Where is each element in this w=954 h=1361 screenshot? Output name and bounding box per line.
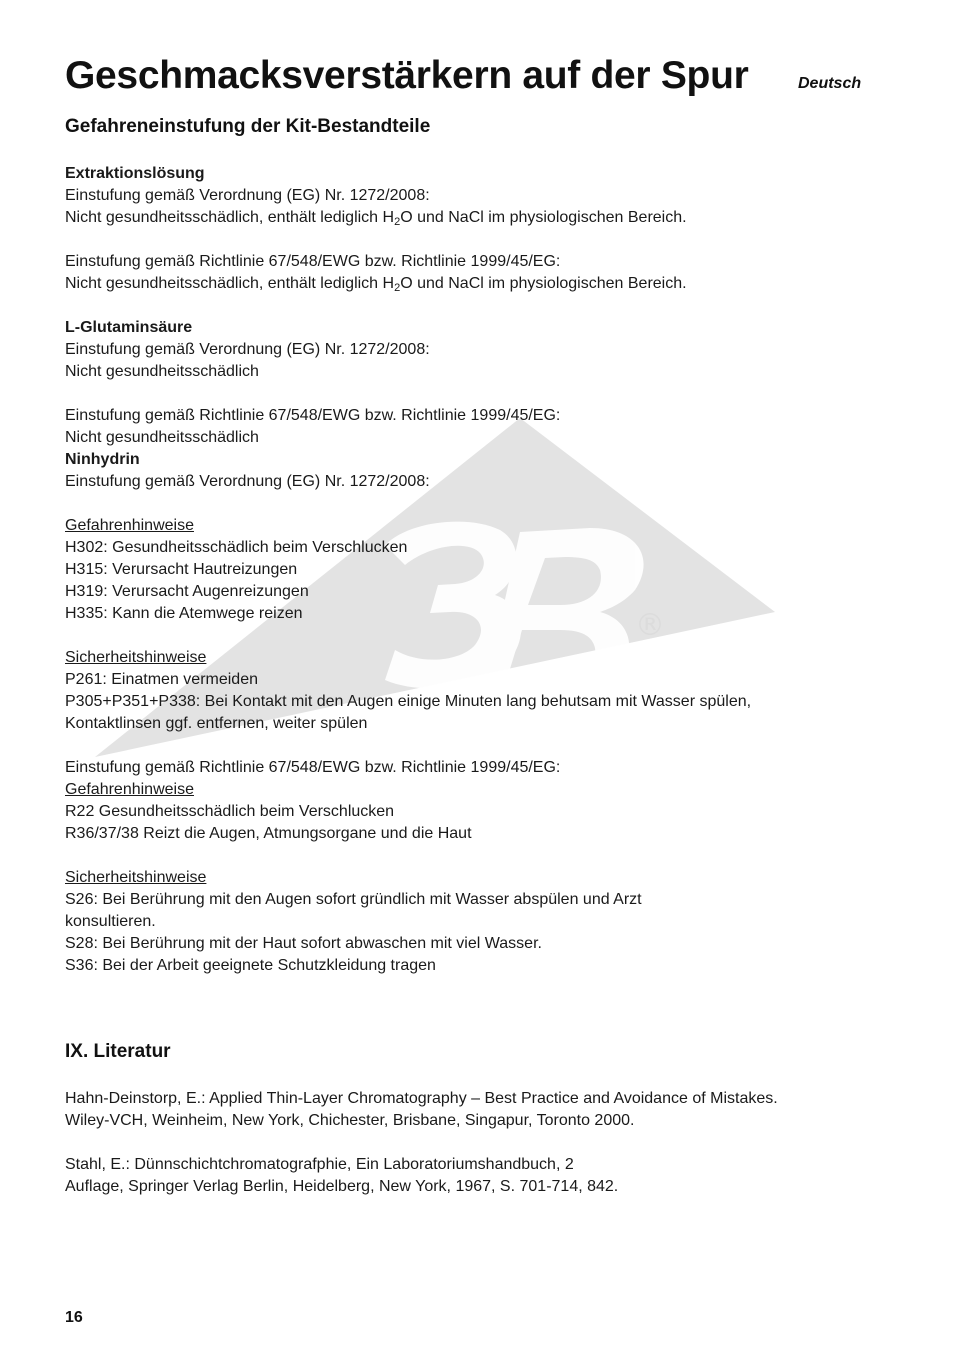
classification-line: Einstufung gemäß Richtlinie 67/548/EWG bzw. Richtlinie 1999/45/EG: (65, 759, 561, 776)
page-number: 16 (65, 1309, 83, 1326)
literature-reference: Auflage, Springer Verlag Berlin, Heidelberg, New York, 1967, S. 701-714, 842. (65, 1178, 619, 1195)
hazard-section-body (65, 163, 865, 977)
classification-line: Einstufung gemäß Verordnung (EG) Nr. 1272/2008: (65, 341, 430, 358)
literature-reference: Stahl, E.: Dünnschichtchromatografphie, Ein Laboratoriumshandbuch, 2 (65, 1156, 574, 1173)
literature-reference: Hahn-Deinstorp, E.: Applied Thin-Layer Chromatography – Best Practice and Avoidance of Mistakes. (65, 1090, 778, 1107)
page-title: Geschmacksverstärkern auf der Spur (65, 54, 749, 97)
s-phrase: S28: Bei Berührung mit der Haut sofort abwaschen mit viel Wasser. (65, 935, 542, 952)
classification-result: Nicht gesundheitsschädlich (65, 429, 259, 446)
safety-statement: P305+P351+P338: Bei Kontakt mit den Augen einige Minuten lang behutsam mit Wasser spülen, (65, 693, 752, 710)
classification-line: Einstufung gemäß Verordnung (EG) Nr. 1272/2008: (65, 473, 430, 490)
classification-result: Nicht gesundheitsschädlich (65, 363, 259, 380)
s-phrase: S26: Bei Berührung mit den Augen sofort gründlich mit Wasser abspülen und Arzt (65, 891, 642, 908)
safety-statement: Kontaktlinsen ggf. entfernen, weiter spülen (65, 715, 368, 732)
r-phrase: R22 Gesundheitsschädlich beim Verschlucken (65, 803, 395, 820)
substance-name-glutamic: L-Glutaminsäure (65, 319, 193, 336)
hazard-statements-heading: Gefahrenhinweise (65, 517, 194, 534)
section-heading-literature: IX. Literatur (65, 1041, 171, 1062)
section-heading-hazard: Gefahreneinstufung der Kit-Bestandteile (65, 116, 431, 137)
hazard-statement: H302: Gesundheitsschädlich beim Verschlucken (65, 539, 408, 556)
s-phrases-heading: Sicherheitshinweise (65, 869, 207, 886)
classification-result: Nicht gesundheitsschädlich, enthält lediglich $H_2O$ und NaCl im physiologischen Bereich. (65, 275, 687, 294)
substance-name-ninhydrin: Ninhydrin (65, 451, 140, 468)
classification-result: Nicht gesundheitsschädlich, enthält lediglich $H_2O$ und NaCl im physiologischen Bereich. (65, 209, 687, 228)
language-label: Deutsch (798, 75, 862, 92)
classification-line: Einstufung gemäß Verordnung (EG) Nr. 1272/2008: (65, 187, 430, 204)
r-phrase: R36/37/38 Reizt die Augen, Atmungsorgane und die Haut (65, 825, 472, 842)
literature-reference: Wiley-VCH, Weinheim, New York, Chichester, Brisbane, Singapur, Toronto 2000. (65, 1112, 635, 1129)
s-phrase: S36: Bei der Arbeit geeignete Schutzkleidung tragen (65, 957, 436, 974)
classification-line: Einstufung gemäß Richtlinie 67/548/EWG bzw. Richtlinie 1999/45/EG: (65, 407, 561, 424)
watermark-registered-mark: ® (635, 608, 665, 643)
r-phrases-heading: Gefahrenhinweise (65, 781, 194, 798)
literature-section-body (65, 1088, 865, 1198)
s-phrase: konsultieren. (65, 913, 156, 930)
hazard-statement: H335: Kann die Atemwege reizen (65, 605, 303, 622)
hazard-statement: H319: Verursacht Augenreizungen (65, 583, 309, 600)
hazard-statement: H315: Verursacht Hautreizungen (65, 561, 298, 578)
classification-line: Einstufung gemäß Richtlinie 67/548/EWG bzw. Richtlinie 1999/45/EG: (65, 253, 561, 270)
substance-name-extraction: Extraktionslösung (65, 165, 205, 182)
safety-statements-heading: Sicherheitshinweise (65, 649, 207, 666)
safety-statement: P261: Einatmen vermeiden (65, 671, 258, 688)
